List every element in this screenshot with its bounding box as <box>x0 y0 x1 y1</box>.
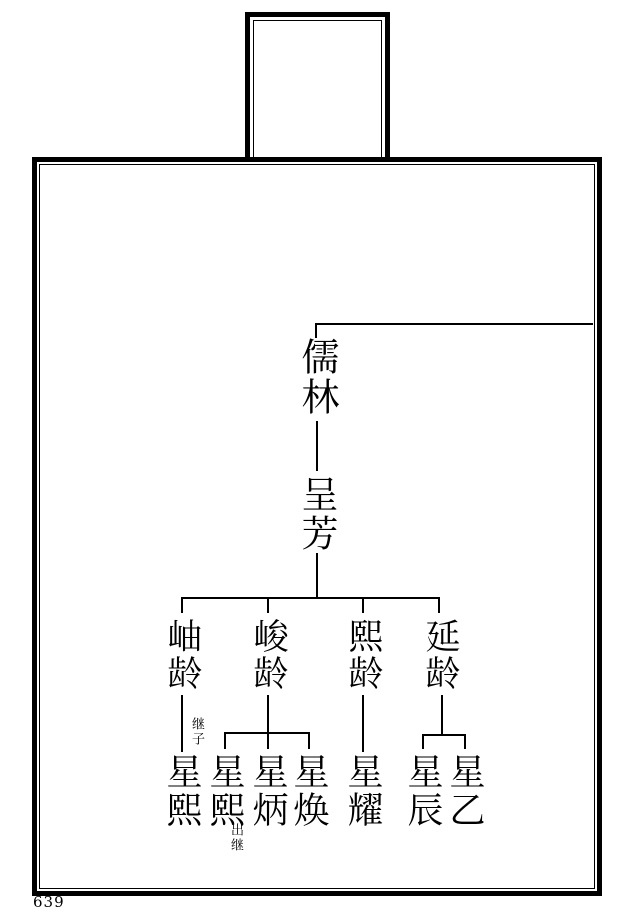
annotation-chuji: 出继 <box>228 823 243 853</box>
connector-line-junling-bus <box>267 695 269 734</box>
connector-drop-xiling <box>362 597 364 613</box>
connector-bus-generation3 <box>181 597 440 599</box>
header-tab-box <box>245 12 390 157</box>
connector-line-xiuling-child <box>181 695 183 752</box>
person-xiuling: 岫龄 <box>162 618 202 692</box>
page-number: 639 <box>33 893 65 911</box>
connector-drop-xingbing <box>267 732 269 749</box>
person-xiling: 熙龄 <box>343 618 383 692</box>
connector-line-chengfang-bus <box>316 553 318 599</box>
connector-drop-junling <box>267 597 269 613</box>
connector-line-xiling-child <box>362 695 364 752</box>
person-junling: 峻龄 <box>248 618 288 692</box>
connector-drop-xinghuan <box>308 732 310 749</box>
person-rulin: 儒林 <box>295 337 339 417</box>
connector-line-rulin-chengfang <box>316 421 318 471</box>
person-xinghuan: 星焕 <box>288 753 329 829</box>
connector-line-yanling-bus <box>441 695 443 736</box>
connector-drop-xiuling <box>181 597 183 613</box>
connector-line-ancestor-horizontal <box>315 323 593 325</box>
connector-drop-xingyi <box>464 734 466 749</box>
person-xingyao: 星耀 <box>342 753 383 829</box>
header-tab-box-inner-border <box>253 20 382 157</box>
person-yanling: 延龄 <box>420 618 460 692</box>
connector-drop-xingxi2 <box>224 732 226 749</box>
person-xingxi-adopted-in: 星熙 <box>161 753 202 829</box>
connector-bus-yanling-children <box>422 734 466 736</box>
person-xingxi-adopted-out: 星熙 <box>204 753 245 829</box>
person-xingbing: 星炳 <box>247 753 288 829</box>
person-xingyi: 星乙 <box>444 753 485 829</box>
connector-line-ancestor-stub <box>315 323 317 338</box>
connector-drop-yanling <box>438 597 440 613</box>
connector-drop-xingchen <box>422 734 424 749</box>
annotation-jizi: 继子 <box>189 717 204 747</box>
person-chengfang: 呈芳 <box>295 475 338 553</box>
person-xingchen: 星辰 <box>402 753 443 829</box>
